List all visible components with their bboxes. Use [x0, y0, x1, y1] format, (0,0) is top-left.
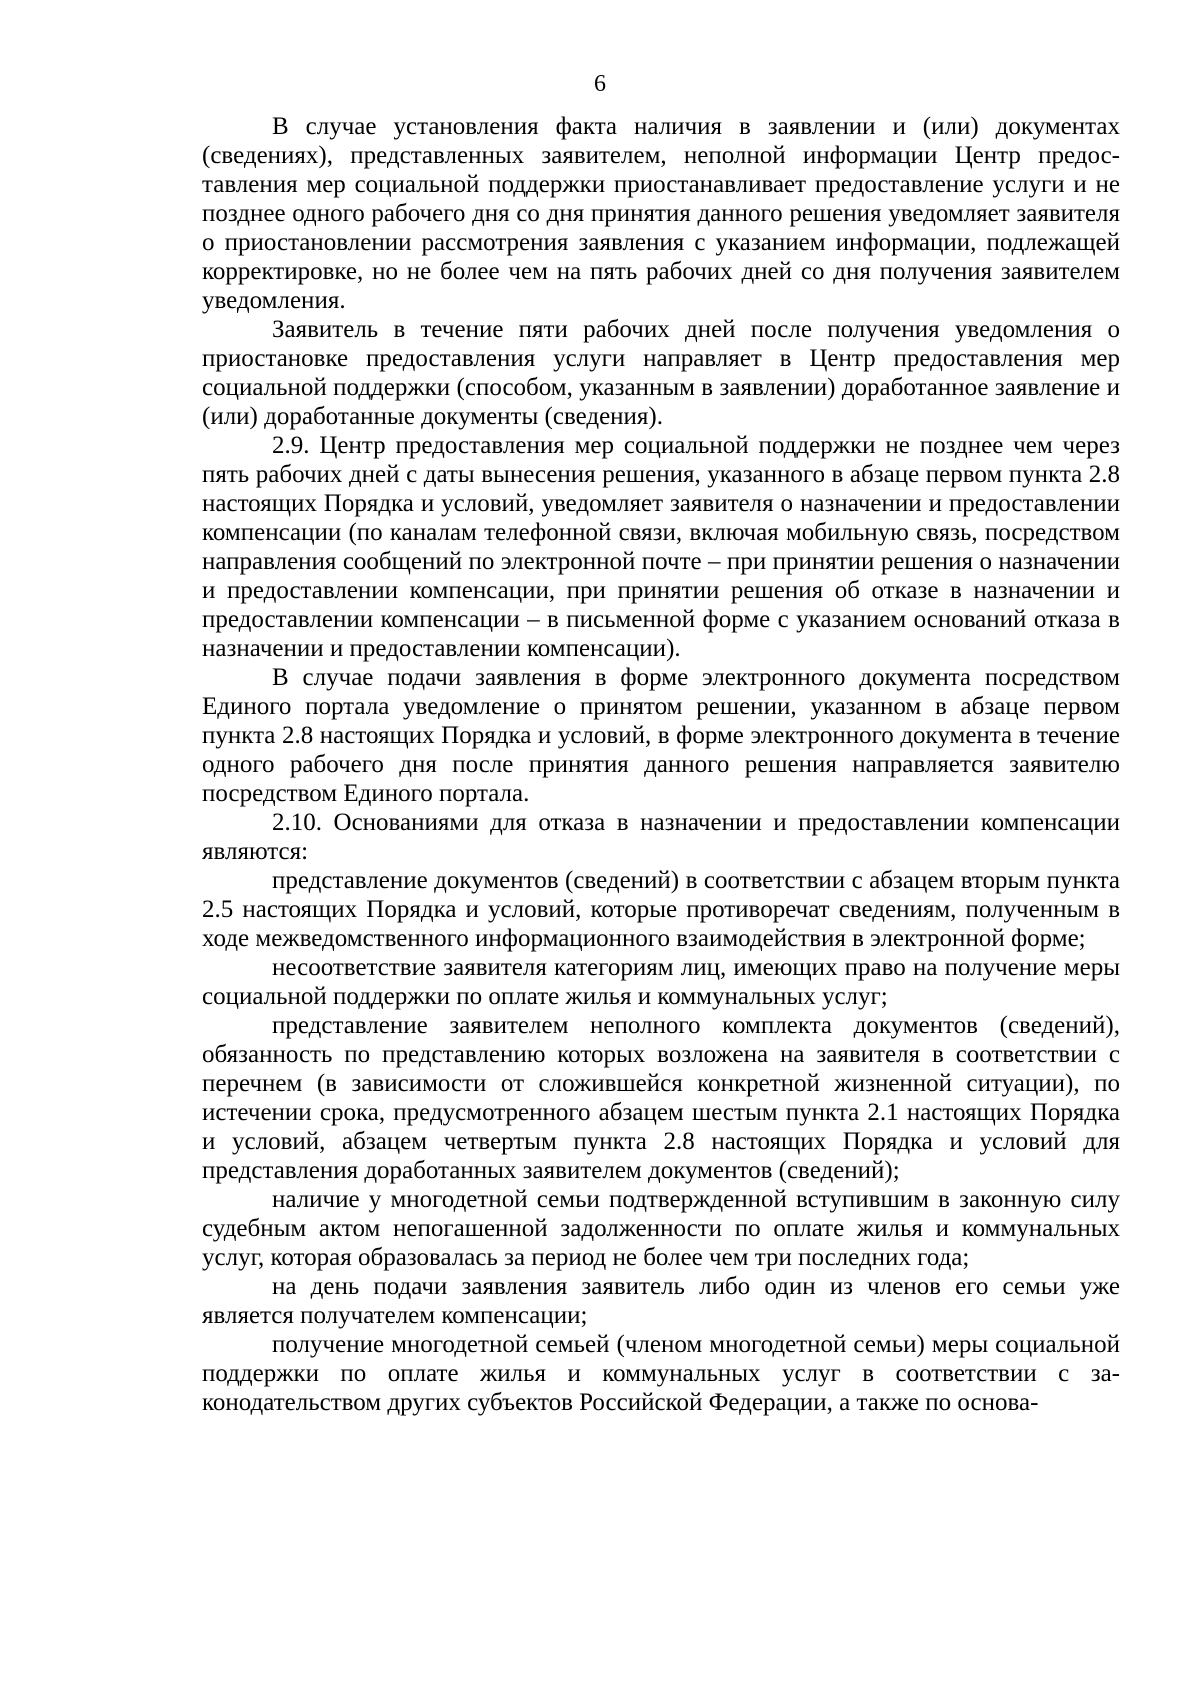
paragraph-refusal-ground-2: несоответствие заявителя категориям лиц, имеющих право на получение меры социальной поддержки по оплате жилья и коммунальных услуг;	[202, 954, 1120, 1010]
paragraph-refusal-ground-3: представление заявителем неполного комплекта документов (сведений), обязанность по представлению которых возложена на заявителя в соответствии с перечнем (в зависимости от сложившейся конкретной жизненной ситуации), по истечении срока, предусмотренного абзацем шестым пункта 2.1 настоящих Порядка и условий, абзацем четвертым пункта 2.8 настоящих Порядка и условий для представления доработанных заявителем документов (сведений);	[202, 1012, 1120, 1184]
paragraph-electronic-notice: В случае подачи заявления в форме электронного документа посредством Единого портала уведомление о принятом решении, указанном в абзаце первом пункта 2.8 настоящих Порядка и условий, в форме электронного документа в течение одного рабочего дня после принятия данного решения направляется заявителю посредством Единого портала.	[202, 664, 1120, 807]
paragraph-refusal-ground-1: представление документов (сведений) в соответствии с абзацем вторым пункта 2.5 настоящих Порядка и условий, которые противоречат сведениям, полученным в ходе межведомственного информационного взаимодействия в электронной форме;	[202, 867, 1120, 952]
paragraph-refusal-ground-4: наличие у многодетной семьи подтвержденной вступившим в законную силу судебным актом непогашенной задолженности по оплате жилья и коммунальных услуг, которая образовалась за период не более чем три последних года;	[202, 1186, 1120, 1271]
paragraph-suspension-notice: В случае установления факта наличия в заявлении и (или) документах (сведениях), представленных заявителем, неполной информации Центр предоставления мер социальной поддержки приостанавливает предоставление услуги и не позднее одного рабочего дня со дня принятия данного решения уведомляет заявителя о приостановлении рассмотрения заявления с указанием информации, подлежащей корректировке, но не более чем на пять рабочих дней со дня получения заявителем уведомления.	[202, 113, 1120, 314]
paragraph-2-10: 2.10. Основаниями для отказа в назначении и предоставлении компенсации являются:	[202, 809, 1120, 865]
page-number: 6	[594, 71, 606, 97]
document-body	[202, 112, 1120, 1417]
paragraph-2-9: 2.9. Центр предоставления мер социальной поддержки не позднее чем через пять рабочих дней с даты вынесения решения, указанного в абзаце первом пункта 2.8 настоящих Порядка и условий, уведомляет заявителя о назначении и предоставлении компенсации (по каналам телефонной связи, включая мобильную связь, посредством направления сообщений по электронной почте – при принятии решения о назначении и предоставлении компенсации, при принятии решения об отказе в назначении и предоставлении компенсации – в письменной форме с указанием оснований отказа в назначении и предоставлении компенсации).	[202, 432, 1120, 662]
paragraph-refusal-ground-5: на день подачи заявления заявитель либо один из членов его семьи уже является получателем компенсации;	[202, 1273, 1120, 1329]
paragraph-refusal-ground-6: получение многодетной семьей (членом многодетной семьи) меры социальной поддержки по оплате жилья и коммунальных услуг в соответствии с законодательством других субъектов Российской Федерации, а также по основа-	[202, 1331, 1120, 1416]
paragraph-applicant-resubmission: Заявитель в течение пяти рабочих дней после получения уведомления о приостановке предоставления услуги направляет в Центр предоставления мер социальной поддержки (способом, указанным в заявлении) доработанное заявление и (или) доработанные документы (сведения).	[202, 316, 1120, 430]
